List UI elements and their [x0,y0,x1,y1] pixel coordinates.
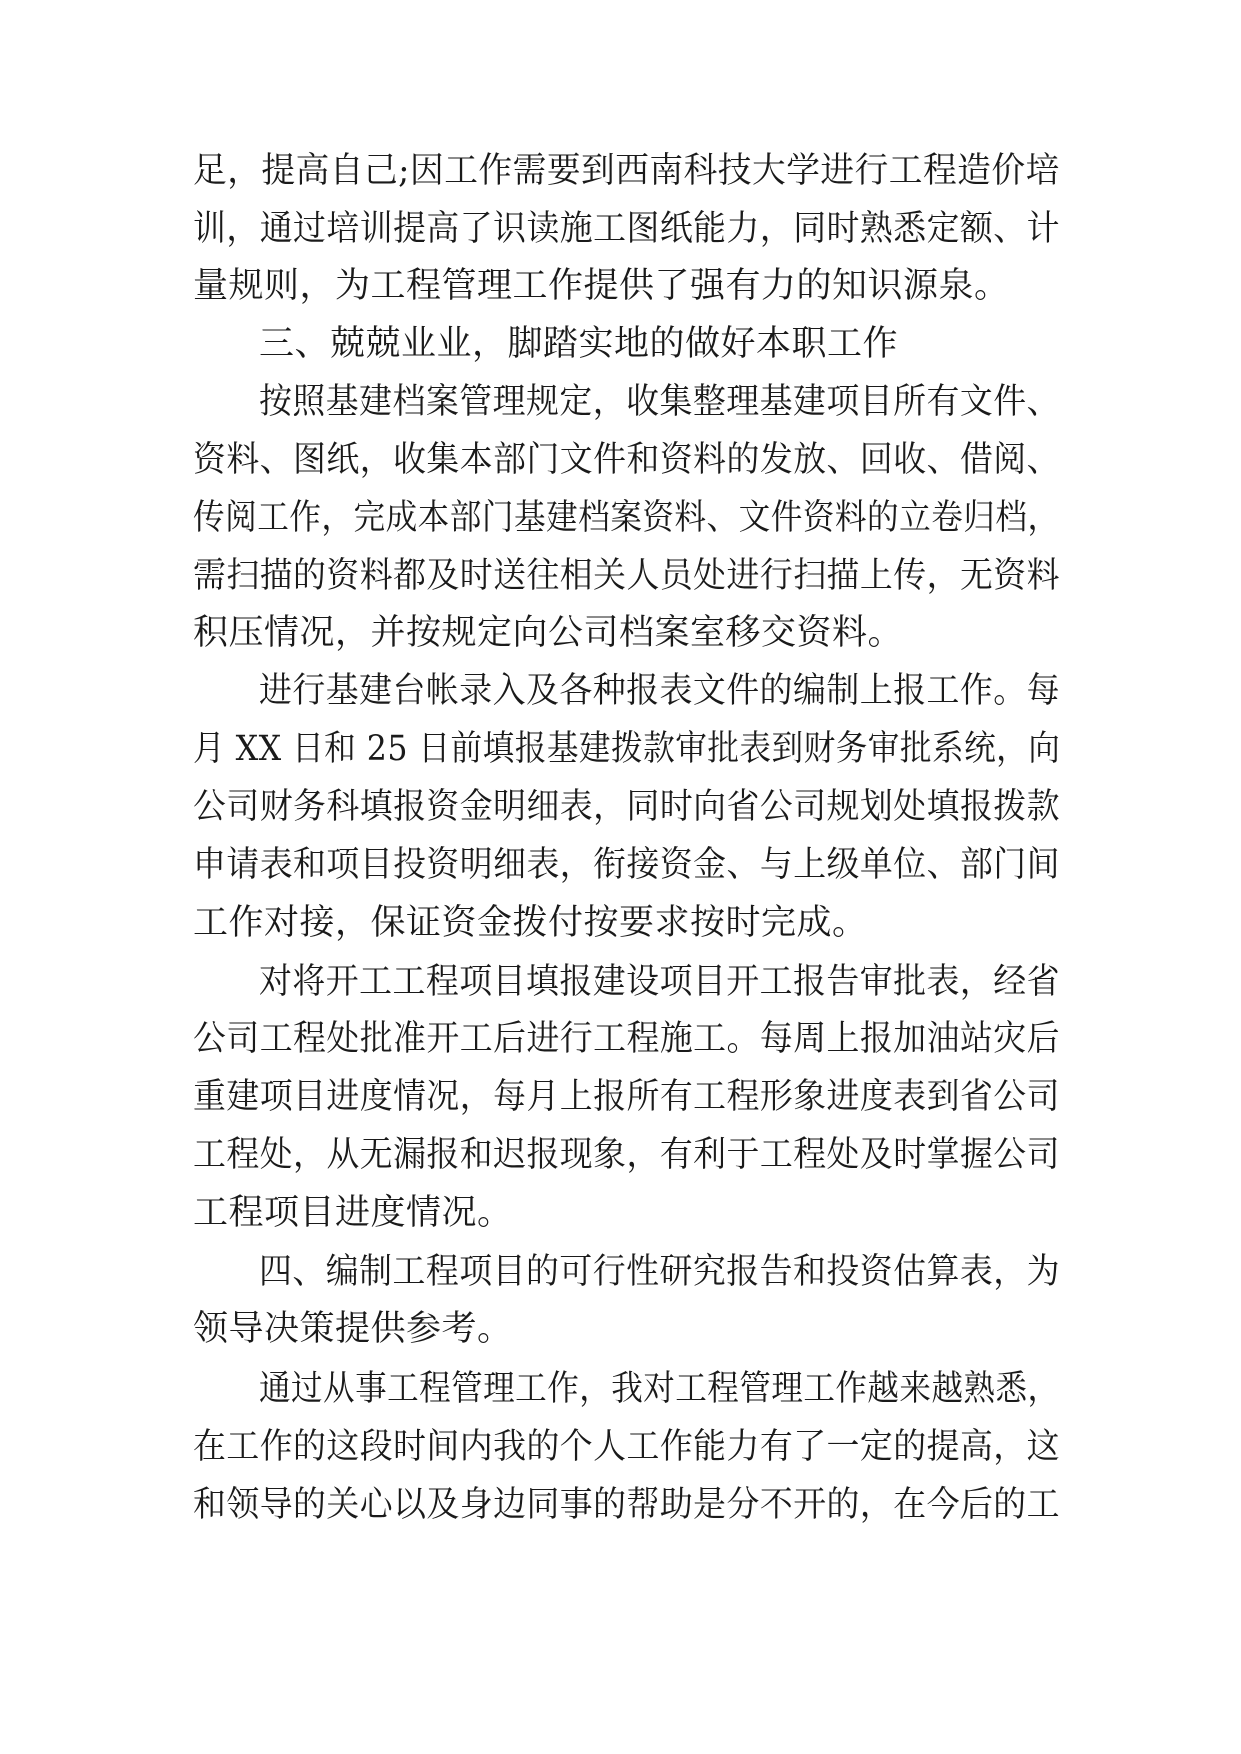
text-line: 工程处，从无漏报和迟报现象，有利于工程处及时掌握公司 [193,1135,1060,1175]
text-line: 足，提高自己;因工作需要到西南科技大学进行工程造价培 [193,151,1060,191]
text-line: 和领导的关心以及身边同事的帮助是分不开的，在今后的工 [193,1485,1060,1525]
text-line: 按照基建档案管理规定，收集整理基建项目所有文件、 [259,382,1060,422]
text-line: 对将开工工程项目填报建设项目开工报告审批表，经省 [259,962,1060,1002]
section-heading: 四、编制工程项目的可行性研究报告和投资估算表，为 [259,1252,1060,1292]
text-line: 通过从事工程管理工作，我对工程管理工作越来越熟悉， [259,1369,1060,1409]
text-line: 资料、图纸，收集本部门文件和资料的发放、回收、借阅、 [193,440,1060,480]
text-line: 训，通过培训提高了识读施工图纸能力，同时熟悉定额、计 [193,209,1060,249]
text-line: 申请表和项目投资明细表，衔接资金、与上级单位、部门间 [193,845,1060,885]
text-line: 传阅工作，完成本部门基建档案资料、文件资料的立卷归档， [193,498,1060,538]
text-line: 量规则，为工程管理工作提供了强有力的知识源泉。 [193,266,1010,306]
text-line: 公司财务科填报资金明细表，同时向省公司规划处填报拨款 [193,787,1060,827]
text-line: 工程项目进度情况。 [193,1193,513,1233]
text-line: 进行基建台帐录入及各种报表文件的编制上报工作。每 [259,671,1060,711]
text-line: 月 XX 日和 25 日前填报基建拨款审批表到财务审批系统，向 [193,729,1061,769]
section-heading-continued: 领导决策提供参考。 [193,1309,513,1349]
section-heading: 三、兢兢业业，脚踏实地的做好本职工作 [259,324,899,364]
text-line: 积压情况，并按规定向公司档案室移交资料。 [193,613,904,653]
text-line: 公司工程处批准开工后进行工程施工。每周上报加油站灾后 [193,1019,1060,1059]
text-line: 在工作的这段时间内我的个人工作能力有了一定的提高，这 [193,1427,1060,1467]
text-line: 工作对接，保证资金拨付按要求按时完成。 [193,903,868,943]
text-line: 重建项目进度情况，每月上报所有工程形象进度表到省公司 [193,1077,1060,1117]
text-line: 需扫描的资料都及时送往相关人员处进行扫描上传，无资料 [193,556,1060,596]
